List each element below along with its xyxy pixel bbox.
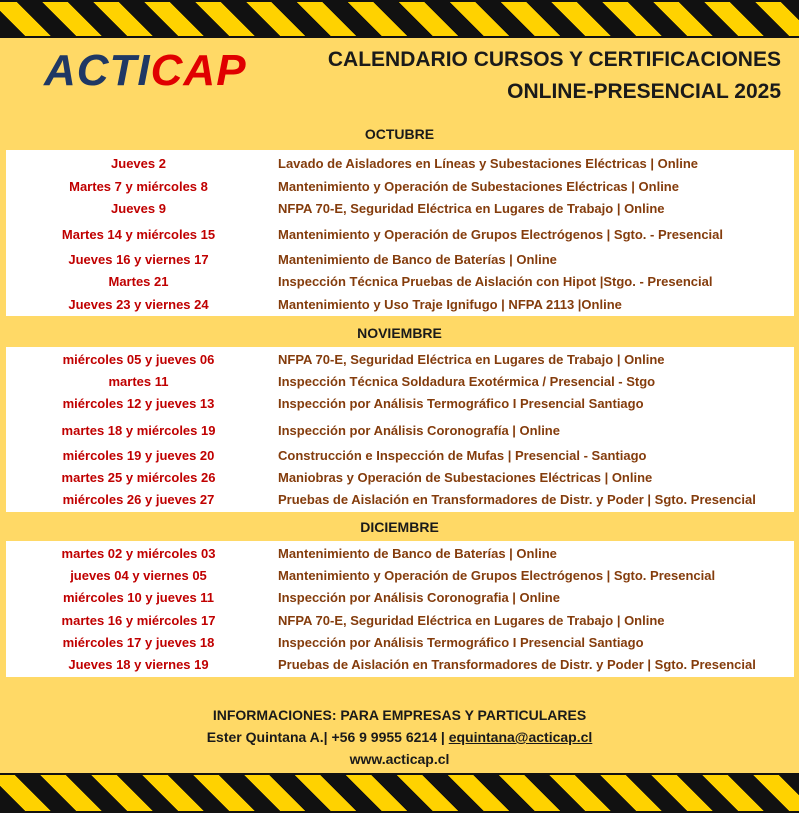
course-title: Mantenimiento y Operación de Grupos Electrógenos | Sgto. Presencial [278, 568, 716, 583]
month-heading-octubre: OCTUBRE [364, 126, 435, 142]
page-title [328, 44, 781, 108]
course-date: miércoles 10 y jueves 11 [62, 590, 215, 605]
course-date: miércoles 05 y jueves 06 [62, 352, 215, 367]
course-title: Construcción e Inspección de Mufas | Presencial - Santiago [278, 448, 647, 463]
hazard-stripe-bottom [0, 773, 799, 813]
course-title: Inspección por Análisis Coronografia | Online [278, 590, 560, 605]
course-title: Inspección Técnica Soldadura Exotérmica / Presencial - Stgo [278, 374, 656, 389]
website-link[interactable]: www.acticap.cl [349, 751, 450, 767]
course-title: Maniobras y Operación de Subestaciones Eléctricas | Online [278, 470, 653, 485]
course-date: martes 16 y miércoles 17 [61, 613, 216, 628]
course-date: Jueves 9 [111, 201, 166, 216]
course-date: Jueves 16 y viernes 17 [68, 252, 209, 267]
contact-email-link[interactable]: equintana@acticap.cl [448, 729, 593, 745]
course-title: NFPA 70-E, Seguridad Eléctrica en Lugares de Trabajo | Online [278, 352, 665, 367]
course-title: Mantenimiento y Operación de Grupos Electrógenos | Sgto. - Presencial [278, 227, 724, 242]
course-date: Jueves 18 y viernes 19 [68, 657, 209, 672]
course-title: Mantenimiento y Uso Traje Ignifugo | NFPA 2113 |Online [278, 297, 622, 312]
hazard-stripe-top [0, 0, 799, 38]
course-title: Mantenimiento y Operación de Subestaciones Eléctricas | Online [278, 179, 679, 194]
info-heading: INFORMACIONES: PARA EMPRESAS Y PARTICULARES [212, 707, 587, 723]
course-date: miércoles 19 y jueves 20 [62, 448, 215, 463]
course-date: jueves 04 y viernes 05 [70, 568, 207, 583]
course-title: Inspección por Análisis Termográfico I Presencial Santiago [278, 635, 644, 650]
course-title: Mantenimiento de Banco de Baterías | Online [278, 252, 557, 267]
course-date: Martes 7 y miércoles 8 [69, 179, 208, 194]
logo-part-acti: ACTI [44, 46, 151, 95]
course-date: martes 02 y miércoles 03 [61, 546, 216, 561]
course-date: martes 11 [108, 374, 169, 389]
month-heading-diciembre: DICIEMBRE [360, 519, 439, 535]
course-date: Martes 14 y miércoles 15 [61, 227, 216, 242]
logo-part-cap: CAP [150, 46, 247, 95]
contact-line: Ester Quintana A.| +56 9 9955 6214 | equintana@acticap.cl [206, 729, 593, 745]
course-date: Jueves 23 y viernes 24 [68, 297, 209, 312]
course-title: Pruebas de Aislación en Transformadores de Distr. y Poder | Sgto. Presencial [278, 657, 756, 672]
course-title: Inspección Técnica Pruebas de Aislación con Hipot |Stgo. - Presencial [278, 274, 713, 289]
course-title: Lavado de Aisladores en Líneas y Subestaciones Eléctricas | Online [278, 156, 699, 171]
title-line-2: ONLINE-PRESENCIAL 2025 [507, 80, 781, 103]
course-date: martes 18 y miércoles 19 [61, 423, 216, 438]
month-heading-noviembre: NOVIEMBRE [357, 325, 442, 341]
course-title: Inspección por Análisis Termográfico I Presencial Santiago [278, 396, 644, 411]
course-date: miércoles 26 y jueves 27 [62, 492, 215, 507]
course-title: Mantenimiento de Banco de Baterías | Online [278, 546, 557, 561]
course-title: Inspección por Análisis Coronografía | Online [278, 423, 560, 438]
contact-name: Ester Quintana A. [206, 729, 324, 745]
course-title: NFPA 70-E, Seguridad Eléctrica en Lugares de Trabajo | Online [278, 613, 665, 628]
course-date: martes 25 y miércoles 26 [61, 470, 216, 485]
course-title: NFPA 70-E, Seguridad Eléctrica en Lugares de Trabajo | Online [278, 201, 665, 216]
course-date: miércoles 17 y jueves 18 [62, 635, 215, 650]
course-title: Pruebas de Aislación en Transformadores de Distr. y Poder | Sgto. Presencial [278, 492, 756, 507]
course-date: miércoles 12 y jueves 13 [62, 396, 215, 411]
title-line-1: CALENDARIO CURSOS Y CERTIFICACIONES [327, 48, 781, 71]
contact-phone: +56 9 9955 6214 [331, 729, 437, 745]
acticap-logo [44, 46, 247, 96]
course-date: Martes 21 [108, 274, 169, 289]
course-date: Jueves 2 [111, 156, 166, 171]
